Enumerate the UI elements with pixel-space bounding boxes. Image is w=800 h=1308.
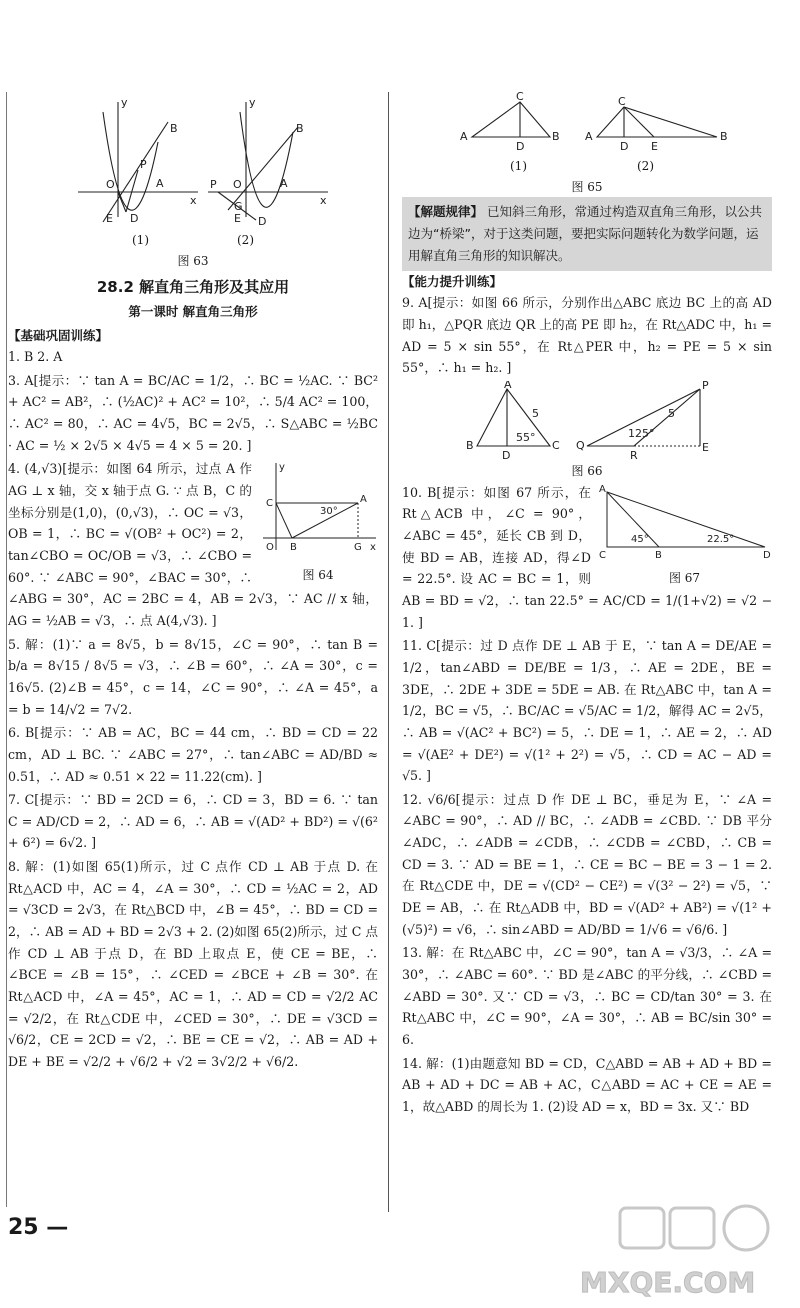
figure-63-graphs (8, 92, 378, 242)
svg-text:P: P (140, 158, 147, 171)
svg-text:A: A (360, 494, 367, 506)
answer-item: 13. 解：在 Rt△ABC 中，∠C = 90°，tan A = √3/3，∴ ∠A = 30°，∴ ∠ABC = 60°. ∵ BD 是∠ABC 的平分线，∴ ∠CBD = ∠ABD = 30°. 又∵ CD = √3，∴ BC = CD/tan 30° = 3. 在 Rt△ABC 中，∠C = 90°，∠A = 30°，∴ AB = BC/sin 30° = 6. (402, 945, 772, 1048)
svg-text:B: B (290, 542, 297, 554)
svg-text:A: A (156, 177, 164, 190)
svg-text:A: A (460, 130, 468, 143)
answer-item: 11. C[提示：过 D 点作 DE ⊥ AB 于 E，∵ tan A = DE/AE = 1/2，tan∠ABD = DE/BE = 1/3，∴ AE = 2DE，BE = 3DE，∴ 2DE + 3DE = 5DE = AB. 在 Rt△ABC 中，tan A = 1/2，BC = √5，∴ BC/AC = √5/AC = 1/2，解得 AC = 2√5，∴ AB = √(AC² + BC²) = 5，∴ DE = 1，∴ AE = 2，∴ AD = √(AE² + DE²) = √(1² + 2²) = √5，∴ CD = AC − AD = √5. ] (402, 638, 772, 784)
svg-text:C: C (599, 549, 606, 561)
basic-training-label: 【基础巩固训练】 (8, 327, 109, 343)
svg-text:C: C (618, 95, 626, 108)
answer-item: 9. A[提示：如图 66 所示，分别作出△ABC 底边 BC 上的高 AD 即 h₁，△PQR 底边 QR 上的高 PE 即 h₂，在 Rt△ADC 中，h₁ = AD = 5 × sin 55°，在 Rt△PER 中，h₂ = PE = 5 × sin 55°，∴ h₁ = h₂. ] (402, 295, 772, 376)
figure-65 (402, 92, 772, 197)
answer-item: 6. B[提示：∵ AB = AC，BC = 44 cm，∴ BD = CD = 22 cm，AD ⊥ BC. ∵ ∠ABC = 27°，∴ tan∠ABC = AD/BD ≈ 0.51，∴ AD ≈ 0.51 × 22 = 11.22(cm). ] (8, 725, 378, 784)
answer-item: 7. C[提示：∵ BD = 2CD = 6，∴ CD = 3，BD = 6. ∵ tan C = AD/CD = 2，∴ AD = 6，∴ AB = √(AD² + BD²) = √(6² + 6²) = 6√2. ] (8, 792, 378, 851)
figure-63-sub1: (1) (132, 233, 149, 247)
svg-text:E: E (651, 140, 658, 153)
svg-text:A: A (599, 483, 606, 495)
svg-text:E: E (234, 212, 241, 225)
figure-67-caption: 图 67 (668, 571, 701, 586)
answer-item: 5. 解：(1)∵ a = 8√5，b = 8√15，∠C = 90°，∴ tan B = b/a = 8√15 / 8√5 = √3，∴ ∠B = 60°，∴ ∠A = 30°，c = 16√5. (2)∠B = 45°，c = 14，∠C = 90°，∴ ∠A = 45°，a = b = 14/√2 = 7√2. (8, 636, 378, 717)
figure-65-caption: 图 65 (571, 179, 603, 194)
svg-text:D: D (502, 449, 511, 461)
svg-text:A: A (280, 177, 288, 190)
answer-item: 3. A[提示：∵ tan A = BC/AC = 1/2，∴ BC = ½AC. ∵ BC² + AC² = AB²，∴ (½AC)² + AC² = 10²，∴ 5/4 AC² = 100，∴ AC² = 80，∴ AC = 4√5，BC = 2√5，∴ S△ABC = ½BC · AC = ½ × 2√5 × 4√5 = 4 × 5 = 20. ] (8, 372, 378, 453)
figure-63-sub2: (2) (237, 233, 254, 247)
svg-text:45°: 45° (631, 533, 649, 545)
svg-text:B: B (720, 130, 728, 143)
svg-text:O: O (233, 178, 242, 191)
left-column (8, 92, 378, 1075)
figure-63-caption: 图 63 (177, 253, 209, 268)
svg-text:5: 5 (668, 407, 675, 420)
watermark-graphic (560, 1200, 800, 1304)
section-title: 28.2 解直角三角形及其应用 (96, 278, 290, 297)
svg-text:A: A (504, 381, 512, 391)
svg-text:P: P (210, 178, 217, 191)
answer-item (402, 482, 772, 634)
figure-66-triangles (402, 381, 772, 461)
page-number: 25 — (8, 1215, 69, 1240)
svg-text:C: C (266, 498, 273, 510)
answer-text: 4. (4,√3)[提示：如图 64 所示，过点 A 作 AG ⊥ x 轴，交 x 轴于点 G. ∵ 点 B，C 的坐标分别是(1,0)，(0,√3)，∴ OC = √3，OB = 1，∴ BC = √(OB² + OC²) = 2，tan∠CBO = OC/OB = √3，∴ ∠CBO = 60°. ∵ ∠ABC = 90°，∠BAC = 30°，∴ ∠ABG = 30°，AC = 2BC = 4，AB = 2√3，∵ AC // x 轴，AG = ½AB = √3，∴ 点 A(4,√3). ] (8, 461, 378, 628)
tip-box (402, 197, 772, 271)
svg-text:x: x (320, 194, 327, 207)
tip-tag: 【解题规律】 (408, 204, 484, 220)
svg-text:Q: Q (576, 439, 585, 452)
figure-66 (402, 381, 772, 482)
svg-text:E: E (702, 441, 709, 454)
svg-text:B: B (170, 122, 178, 135)
answer-item: 8. 解：(1)如图 65(1)所示，过 C 点作 CD ⊥ AB 于点 D. 在 Rt△ACD 中，AC = 4，∠A = 30°，∴ CD = ½AC = 2，AD = √3CD = 2√3，在 Rt△BCD 中，∠B = 45°，∴ BD = CD = 2，∴ AB = AD + BD = 2√3 + 2. (2)如图 65(2)所示，过 C 点作 CD ⊥ AB 于点 D，在 BD 上取点 E，使 CE = BE，∴ ∠BCE = ∠B = 15°，∴ ∠CED = ∠BCE + ∠B = 30°. 在 Rt△ACD 中，∠A = 45°，AC = 1，∴ AD = CD = √2/2 AC = √2/2，在 Rt△CDE 中，∠CED = 30°，∴ DE = √3CD = √6/2，CE = 2CD = √2，∴ BE = CE = √2，∴ AB = AD + DE + BE = √2/2 + √6/2 + √2 = 3√2/2 + √6/2. (8, 859, 378, 1070)
answer-text: 10. B[提示：如图 67 所示，在 Rt△ACB 中，∠C = 90°，∠ABC = 45°，延长 CB 到 D，使 BD = AB，连接 AD，得∠D = 22.5°. 设 AC = BC = 1，则 AB = BD = √2，∴ tan 22.5° = AC/CD = 1/(1+√2) = √2 − 1. ] (402, 484, 772, 630)
svg-text:5: 5 (532, 407, 539, 420)
figure-67 (597, 482, 772, 589)
answer-item: 14. 解：(1)由题意知 BD = CD，C△ABD = AB + AD + BD = AB + AD + DC = AB + AC，C△ABD = AC + CE = AE = 1，故△ABD 的周长为 1. (2)设 AD = x，BD = 3x. 又∵ BD (402, 1055, 772, 1114)
svg-text:x: x (190, 194, 197, 207)
right-column (402, 92, 772, 1120)
svg-text:O: O (106, 178, 115, 191)
figure-67-triangles (597, 482, 772, 562)
svg-text:x: x (370, 542, 376, 554)
figure-64-graph (258, 458, 378, 558)
svg-text:B: B (466, 439, 474, 452)
figure-65-sub1: (1) (510, 159, 527, 173)
svg-text:D: D (620, 140, 629, 153)
svg-text:O: O (266, 542, 274, 554)
svg-text:C: C (516, 92, 524, 103)
svg-text:B: B (655, 549, 662, 561)
svg-text:y: y (121, 96, 128, 109)
figure-65-triangles (402, 92, 772, 162)
svg-text:125°: 125° (628, 427, 655, 440)
svg-text:30°: 30° (320, 506, 338, 518)
svg-text:y: y (249, 96, 256, 109)
svg-text:y: y (279, 462, 285, 474)
svg-text:G: G (234, 200, 243, 213)
tip-text: 已知斜三角形，常通过构造双直角三角形，以公共边为“桥梁”，对于这类问题，要把实际问题转化为数学问题，运用解直角三角形的知识解决。 (408, 204, 763, 263)
watermark-text: MXQE.COM (580, 1266, 756, 1299)
svg-text:B: B (296, 122, 304, 135)
svg-text:E: E (106, 212, 113, 225)
svg-text:55°: 55° (516, 431, 536, 444)
svg-text:D: D (130, 212, 139, 225)
svg-text:22.5°: 22.5° (707, 533, 735, 545)
svg-text:P: P (702, 381, 709, 392)
ability-training-label: 【能力提升训练】 (402, 273, 503, 289)
svg-text:C: C (552, 439, 560, 452)
svg-text:B: B (552, 130, 560, 143)
answer-item: 12. √6/6[提示：过点 D 作 DE ⊥ BC，垂足为 E，∵ ∠A = ∠ABC = 90°，∴ AD // BC，∴ ∠ADB = ∠CBD. ∵ DB 平分∠ADC，∴ ∠ADB = ∠CDB，∴ ∠CDB = ∠CBD，∴ CB = CD = 3. ∵ AD = BE = 1，∴ CE = BC − BE = 3 − 1 = 2. 在 Rt△CDE 中，DE = √(CD² − CE²) = √(3² − 2²) = √5，∵ DE = AB，∴ 在 Rt△ADB 中，BD = √(AD² + AB²) = √(1² + (√5)²) = √6，∴ sin∠ABD = AD/BD = 1/√6 = √6/6. ] (402, 791, 772, 937)
figure-63 (8, 92, 378, 271)
svg-text:D: D (258, 215, 267, 228)
left-margin-rule (6, 92, 7, 1207)
column-divider (388, 92, 389, 1212)
watermark-logo (560, 1200, 800, 1304)
svg-text:A: A (585, 130, 593, 143)
figure-65-sub2: (2) (637, 159, 654, 173)
svg-text:D: D (516, 140, 525, 153)
section-subtitle: 第一课时 解直角三角形 (128, 304, 258, 320)
figure-66-caption: 图 66 (571, 464, 603, 478)
svg-text:G: G (354, 542, 362, 554)
svg-text:R: R (630, 449, 638, 461)
svg-text:D: D (763, 549, 771, 561)
answer-item: 1. B 2. A (8, 349, 63, 365)
figure-64-caption: 图 64 (302, 567, 334, 582)
figure-64 (258, 458, 378, 585)
answer-item (8, 458, 378, 631)
